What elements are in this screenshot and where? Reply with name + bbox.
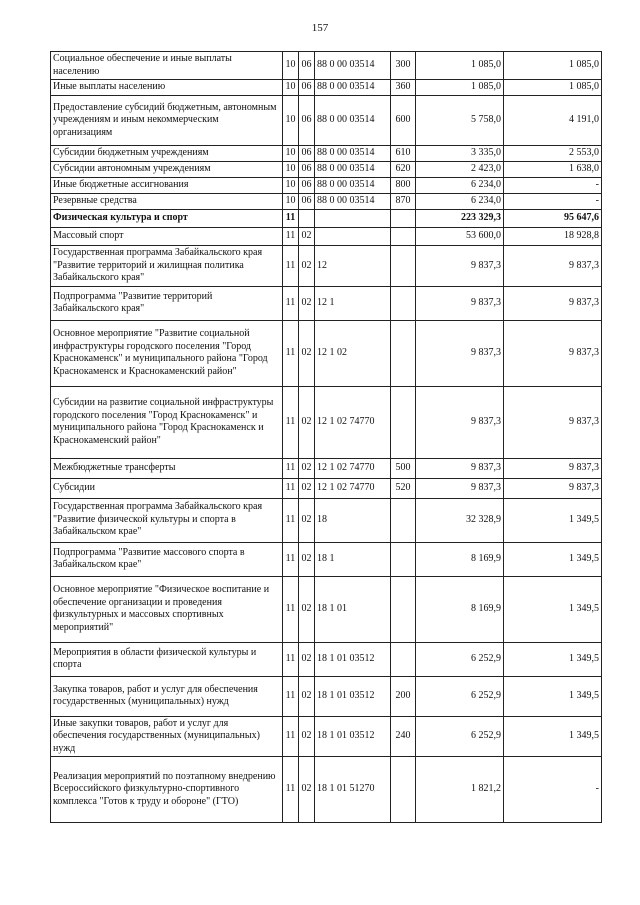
- amount-planned: 9 837,3: [416, 320, 504, 386]
- amount-planned: 53 600,0: [416, 228, 504, 246]
- row-name: Мероприятия в области физической культуры и спорта: [51, 642, 283, 676]
- subsection-code: 02: [299, 458, 315, 478]
- row-name: Физическая культура и спорт: [51, 210, 283, 228]
- section-code: 11: [283, 228, 299, 246]
- expense-type-code: 200: [391, 676, 416, 716]
- subsection-code: 02: [299, 676, 315, 716]
- expense-type-code: [391, 210, 416, 228]
- target-article-code: 88 0 00 03514: [315, 80, 391, 96]
- subsection-code: 06: [299, 178, 315, 194]
- target-article-code: [315, 210, 391, 228]
- expense-type-code: [391, 286, 416, 320]
- table-row: [51, 676, 602, 716]
- row-name: Подпрограмма "Развитие территорий Забайкальского края": [51, 286, 283, 320]
- row-name: Государственная программа Забайкальского края "Развитие территорий и жилищная политика Забайкальского края": [51, 246, 283, 287]
- amount-planned: 8 169,9: [416, 542, 504, 576]
- amount-executed: 18 928,8: [504, 228, 602, 246]
- row-name: Предоставление субсидий бюджетным, автономным учреждениям и иным некоммерческим организациям: [51, 96, 283, 146]
- subsection-code: 06: [299, 146, 315, 162]
- expense-type-code: [391, 642, 416, 676]
- amount-executed: 1 349,5: [504, 716, 602, 757]
- amount-planned: 6 234,0: [416, 194, 504, 210]
- amount-executed: 9 837,3: [504, 320, 602, 386]
- expense-type-code: [391, 228, 416, 246]
- amount-executed: 1 349,5: [504, 642, 602, 676]
- section-code: 11: [283, 716, 299, 757]
- row-name: Субсидии на развитие социальной инфраструктуры городского поселения "Город Краснокаменск" и муниципального района "Город Краснокаменск и Краснокаменский район": [51, 386, 283, 458]
- table-row: [51, 80, 602, 96]
- table-row: [51, 146, 602, 162]
- amount-executed: 9 837,3: [504, 386, 602, 458]
- expense-type-code: 240: [391, 716, 416, 757]
- subsection-code: 02: [299, 576, 315, 642]
- section-code: 10: [283, 146, 299, 162]
- subsection-code: 02: [299, 542, 315, 576]
- amount-executed: 9 837,3: [504, 286, 602, 320]
- amount-planned: 223 329,3: [416, 210, 504, 228]
- expense-type-code: 610: [391, 146, 416, 162]
- subsection-code: [299, 210, 315, 228]
- subsection-code: 02: [299, 757, 315, 823]
- row-name: Иные закупки товаров, работ и услуг для обеспечения государственных (муниципальных) нужд: [51, 716, 283, 757]
- row-name: Массовый спорт: [51, 228, 283, 246]
- table-row: [51, 162, 602, 178]
- target-article-code: 12: [315, 246, 391, 287]
- subsection-code: 02: [299, 320, 315, 386]
- amount-planned: 9 837,3: [416, 286, 504, 320]
- section-code: 10: [283, 194, 299, 210]
- section-code: 10: [283, 52, 299, 80]
- section-code: 11: [283, 676, 299, 716]
- subsection-code: 06: [299, 162, 315, 178]
- amount-planned: 6 252,9: [416, 676, 504, 716]
- amount-executed: 9 837,3: [504, 458, 602, 478]
- amount-planned: 2 423,0: [416, 162, 504, 178]
- target-article-code: 12 1 02 74770: [315, 458, 391, 478]
- amount-planned: 1 085,0: [416, 52, 504, 80]
- expense-type-code: 870: [391, 194, 416, 210]
- target-article-code: 12 1 02 74770: [315, 386, 391, 458]
- target-article-code: 12 1 02: [315, 320, 391, 386]
- section-code: 11: [283, 458, 299, 478]
- amount-executed: 9 837,3: [504, 246, 602, 287]
- subsection-code: 06: [299, 96, 315, 146]
- section-code: 10: [283, 96, 299, 146]
- table-row: [51, 498, 602, 542]
- target-article-code: 88 0 00 03514: [315, 194, 391, 210]
- amount-planned: 6 252,9: [416, 642, 504, 676]
- row-name: Субсидии бюджетным учреждениям: [51, 146, 283, 162]
- amount-planned: 3 335,0: [416, 146, 504, 162]
- amount-planned: 6 252,9: [416, 716, 504, 757]
- section-code: 10: [283, 162, 299, 178]
- target-article-code: [315, 228, 391, 246]
- section-code: 11: [283, 542, 299, 576]
- expense-type-code: 300: [391, 52, 416, 80]
- row-name: Резервные средства: [51, 194, 283, 210]
- subsection-code: 02: [299, 642, 315, 676]
- subsection-code: 02: [299, 286, 315, 320]
- amount-executed: 95 647,6: [504, 210, 602, 228]
- section-code: 11: [283, 576, 299, 642]
- row-name: Социальное обеспечение и иные выплаты населению: [51, 52, 283, 80]
- amount-planned: 1 821,2: [416, 757, 504, 823]
- row-name: Подпрограмма "Развитие массового спорта в Забайкальском крае": [51, 542, 283, 576]
- row-name: Межбюджетные трансферты: [51, 458, 283, 478]
- target-article-code: 12 1: [315, 286, 391, 320]
- expense-type-code: [391, 320, 416, 386]
- amount-executed: 1 085,0: [504, 80, 602, 96]
- amount-executed: 1 085,0: [504, 52, 602, 80]
- table-row: [51, 478, 602, 498]
- section-code: 11: [283, 320, 299, 386]
- section-code: 11: [283, 246, 299, 287]
- amount-executed: 4 191,0: [504, 96, 602, 146]
- subsection-code: 06: [299, 194, 315, 210]
- amount-planned: 6 234,0: [416, 178, 504, 194]
- amount-executed: 1 349,5: [504, 576, 602, 642]
- expense-type-code: [391, 542, 416, 576]
- amount-planned: 8 169,9: [416, 576, 504, 642]
- table-row: [51, 178, 602, 194]
- table-row: [51, 458, 602, 478]
- amount-planned: 9 837,3: [416, 386, 504, 458]
- table-row: [51, 228, 602, 246]
- expense-type-code: [391, 757, 416, 823]
- amount-executed: 1 349,5: [504, 676, 602, 716]
- section-code: 11: [283, 498, 299, 542]
- table-row: [51, 96, 602, 146]
- target-article-code: 18 1 01 03512: [315, 716, 391, 757]
- amount-planned: 9 837,3: [416, 246, 504, 287]
- section-code: 11: [283, 386, 299, 458]
- target-article-code: 88 0 00 03514: [315, 162, 391, 178]
- amount-executed: 1 349,5: [504, 498, 602, 542]
- row-name: Основное мероприятие "Развитие социальной инфраструктуры городского поселения "Город Краснокаменск" и муниципального района "Город Краснокаменск и Краснокаменский район": [51, 320, 283, 386]
- subsection-code: 02: [299, 246, 315, 287]
- section-code: 11: [283, 286, 299, 320]
- amount-executed: 2 553,0: [504, 146, 602, 162]
- table-row: [51, 576, 602, 642]
- subsection-code: 02: [299, 478, 315, 498]
- expense-type-code: [391, 246, 416, 287]
- subsection-code: 02: [299, 386, 315, 458]
- table-row: [51, 757, 602, 823]
- target-article-code: 88 0 00 03514: [315, 52, 391, 80]
- amount-executed: -: [504, 194, 602, 210]
- amount-planned: 9 837,3: [416, 478, 504, 498]
- subsection-code: 06: [299, 80, 315, 96]
- table-row: [51, 286, 602, 320]
- section-code: 11: [283, 478, 299, 498]
- target-article-code: 88 0 00 03514: [315, 146, 391, 162]
- row-name: Иные выплаты населению: [51, 80, 283, 96]
- subsection-code: 02: [299, 228, 315, 246]
- section-code: 11: [283, 642, 299, 676]
- row-name: Закупка товаров, работ и услуг для обеспечения государственных (муниципальных) нужд: [51, 676, 283, 716]
- table-row: [51, 320, 602, 386]
- expense-type-code: [391, 576, 416, 642]
- section-code: 10: [283, 178, 299, 194]
- row-name: Государственная программа Забайкальского края "Развитие физической культуры и спорта в Забайкальском крае": [51, 498, 283, 542]
- table-row: [51, 542, 602, 576]
- amount-executed: 1 349,5: [504, 542, 602, 576]
- expense-type-code: 500: [391, 458, 416, 478]
- table-row: [51, 246, 602, 287]
- amount-executed: 1 638,0: [504, 162, 602, 178]
- target-article-code: 88 0 00 03514: [315, 96, 391, 146]
- target-article-code: 18 1 01: [315, 576, 391, 642]
- target-article-code: 18: [315, 498, 391, 542]
- section-code: 10: [283, 80, 299, 96]
- target-article-code: 18 1 01 03512: [315, 676, 391, 716]
- row-name: Основное мероприятие "Физическое воспитание и обеспечение организации и проведения физкультурных и массовых спортивных мероприятий": [51, 576, 283, 642]
- page-number: 157: [311, 22, 329, 34]
- row-name: Иные бюджетные ассигнования: [51, 178, 283, 194]
- table-row: [51, 642, 602, 676]
- table-row: [51, 716, 602, 757]
- amount-executed: -: [504, 178, 602, 194]
- amount-executed: 9 837,3: [504, 478, 602, 498]
- table-row: [51, 194, 602, 210]
- section-code: 11: [283, 757, 299, 823]
- expense-type-code: [391, 386, 416, 458]
- amount-planned: 32 328,9: [416, 498, 504, 542]
- row-name: Субсидии: [51, 478, 283, 498]
- target-article-code: 12 1 02 74770: [315, 478, 391, 498]
- table-row: [51, 386, 602, 458]
- expense-type-code: 360: [391, 80, 416, 96]
- expense-type-code: [391, 498, 416, 542]
- subsection-code: 02: [299, 716, 315, 757]
- row-name: Субсидии автономным учреждениям: [51, 162, 283, 178]
- table-row: [51, 52, 602, 80]
- target-article-code: 88 0 00 03514: [315, 178, 391, 194]
- target-article-code: 18 1 01 51270: [315, 757, 391, 823]
- amount-planned: 1 085,0: [416, 80, 504, 96]
- budget-table: [50, 51, 602, 823]
- amount-planned: 9 837,3: [416, 458, 504, 478]
- expense-type-code: 600: [391, 96, 416, 146]
- expense-type-code: 800: [391, 178, 416, 194]
- amount-planned: 5 758,0: [416, 96, 504, 146]
- subsection-code: 02: [299, 498, 315, 542]
- section-code: 11: [283, 210, 299, 228]
- amount-executed: -: [504, 757, 602, 823]
- expense-type-code: 520: [391, 478, 416, 498]
- target-article-code: 18 1: [315, 542, 391, 576]
- subsection-code: 06: [299, 52, 315, 80]
- expense-type-code: 620: [391, 162, 416, 178]
- row-name: Реализация мероприятий по поэтапному внедрению Всероссийского физкультурно-спортивного комплекса "Готов к труду и обороне" (ГТО): [51, 757, 283, 823]
- target-article-code: 18 1 01 03512: [315, 642, 391, 676]
- table-row: [51, 210, 602, 228]
